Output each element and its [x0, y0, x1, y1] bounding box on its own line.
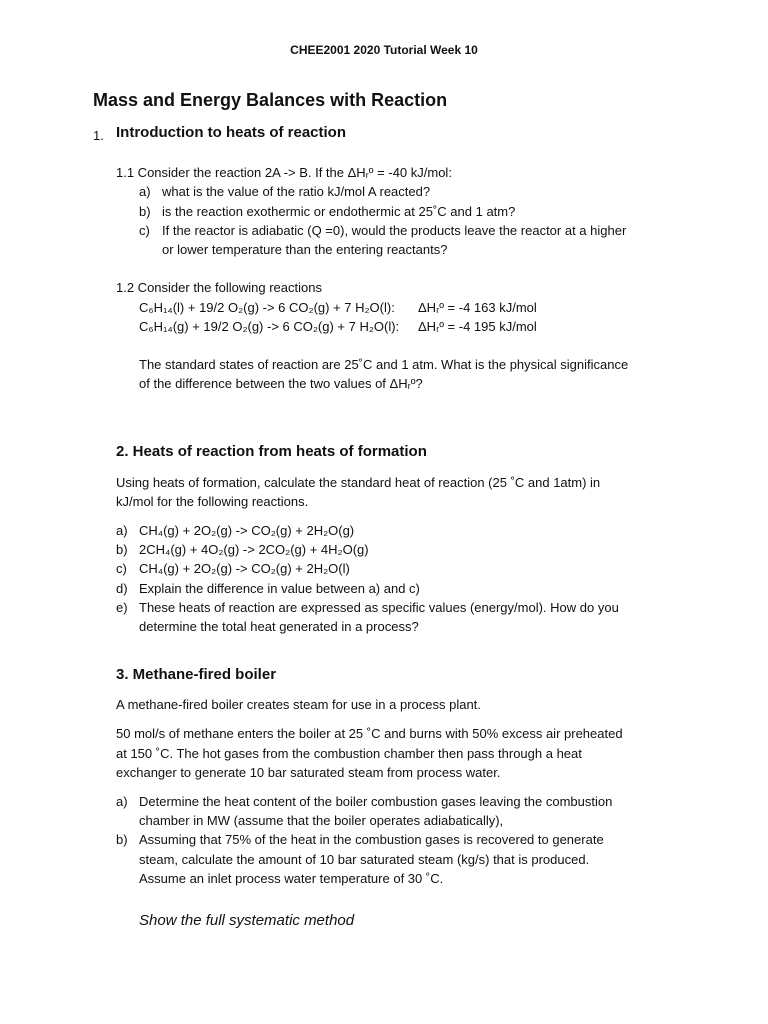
document-header: CHEE2001 2020 Tutorial Week 10 — [290, 43, 478, 57]
s2-a-label: a) — [116, 523, 128, 538]
s2-a-text: CH₄(g) + 2O₂(g) -> CO₂(g) + 2H₂O(g) — [139, 523, 355, 538]
s3-b-text-cont2: Assume an inlet process water temperature of 30 ˚C. — [139, 871, 444, 886]
s3-b-text: Assuming that 75% of the heat in the combustion gases is recovered to generate — [139, 832, 604, 847]
section1-number: 1. — [93, 128, 104, 143]
s2-e-text: These heats of reaction are expressed as specific values (energy/mol). How do you — [139, 600, 619, 615]
q1-1-a-text: what is the value of the ratio kJ/mol A reacted? — [162, 184, 431, 199]
s2-b-text: 2CH₄(g) + 4O₂(g) -> 2CO₂(g) + 4H₂O(g) — [139, 542, 369, 557]
section3-para2-line2: at 150 ˚C. The hot gases from the combustion chamber then pass through a heat — [116, 746, 582, 761]
q1-1-b-text: is the reaction exothermic or endothermic at 25˚C and 1 atm? — [162, 204, 516, 219]
s3-a-text: Determine the heat content of the boiler combustion gases leaving the combustion — [139, 794, 613, 809]
s2-e-text-cont: determine the total heat generated in a process? — [139, 619, 419, 634]
s2-d-text: Explain the difference in value between a) and c) — [139, 581, 420, 596]
q1-2-note-line2: of the difference between the two values of ΔHᵣº? — [139, 376, 423, 391]
closing-instruction: Show the full systematic method — [139, 912, 355, 929]
q1-2-reaction2: C₆H₁₄(g) + 19/2 O₂(g) -> 6 CO₂(g) + 7 H₂O(l): — [139, 319, 400, 334]
section2-heading: 2. Heats of reaction from heats of formation — [116, 443, 427, 460]
q1-2-note-line1: The standard states of reaction are 25˚C and 1 atm. What is the physical significance — [139, 357, 629, 372]
section1-heading: Introduction to heats of reaction — [116, 124, 347, 141]
s3-b-text-cont1: steam, calculate the amount of 10 bar saturated steam (kg/s) that is produced. — [139, 852, 590, 867]
section3-heading: 3. Methane-fired boiler — [116, 666, 277, 683]
q1-1-c-text-cont: or lower temperature than the entering reactants? — [162, 242, 448, 257]
q1-2-dh2: ΔHᵣº = -4 195 kJ/mol — [418, 319, 537, 334]
q1-1-a-label: a) — [139, 184, 151, 199]
section2-intro-line2: kJ/mol for the following reactions. — [116, 494, 309, 509]
q1-1-b-label: b) — [139, 204, 151, 219]
s2-c-text: CH₄(g) + 2O₂(g) -> CO₂(g) + 2H₂O(l) — [139, 561, 350, 576]
s2-e-label: e) — [116, 600, 128, 615]
s3-a-text-cont: chamber in MW (assume that the boiler operates adiabatically), — [139, 813, 504, 828]
page-title: Mass and Energy Balances with Reaction — [93, 90, 448, 110]
s3-b-label: b) — [116, 832, 128, 847]
s2-c-label: c) — [116, 561, 127, 576]
q1-1-c-text: If the reactor is adiabatic (Q =0), would the products leave the reactor at a higher — [162, 223, 627, 238]
section2-intro-line1: Using heats of formation, calculate the standard heat of reaction (25 ˚C and 1atm) in — [116, 475, 601, 490]
section3-para2-line1: 50 mol/s of methane enters the boiler at 25 ˚C and burns with 50% excess air preheated — [116, 726, 623, 741]
s2-d-label: d) — [116, 581, 128, 596]
s2-b-label: b) — [116, 542, 128, 557]
q1-1-intro: 1.1 Consider the reaction 2A -> B. If the ΔHᵣº = -40 kJ/mol: — [116, 165, 452, 180]
q1-2-dh1: ΔHᵣº = -4 163 kJ/mol — [418, 300, 537, 315]
s3-a-label: a) — [116, 794, 128, 809]
q1-2-intro: 1.2 Consider the following reactions — [116, 280, 322, 295]
q1-1-c-label: c) — [139, 223, 150, 238]
q1-2-reaction1: C₆H₁₄(l) + 19/2 O₂(g) -> 6 CO₂(g) + 7 H₂O(l): — [139, 300, 395, 315]
section3-para2-line3: exchanger to generate 10 bar saturated steam from process water. — [116, 765, 501, 780]
section3-para1: A methane-fired boiler creates steam for use in a process plant. — [116, 697, 481, 712]
